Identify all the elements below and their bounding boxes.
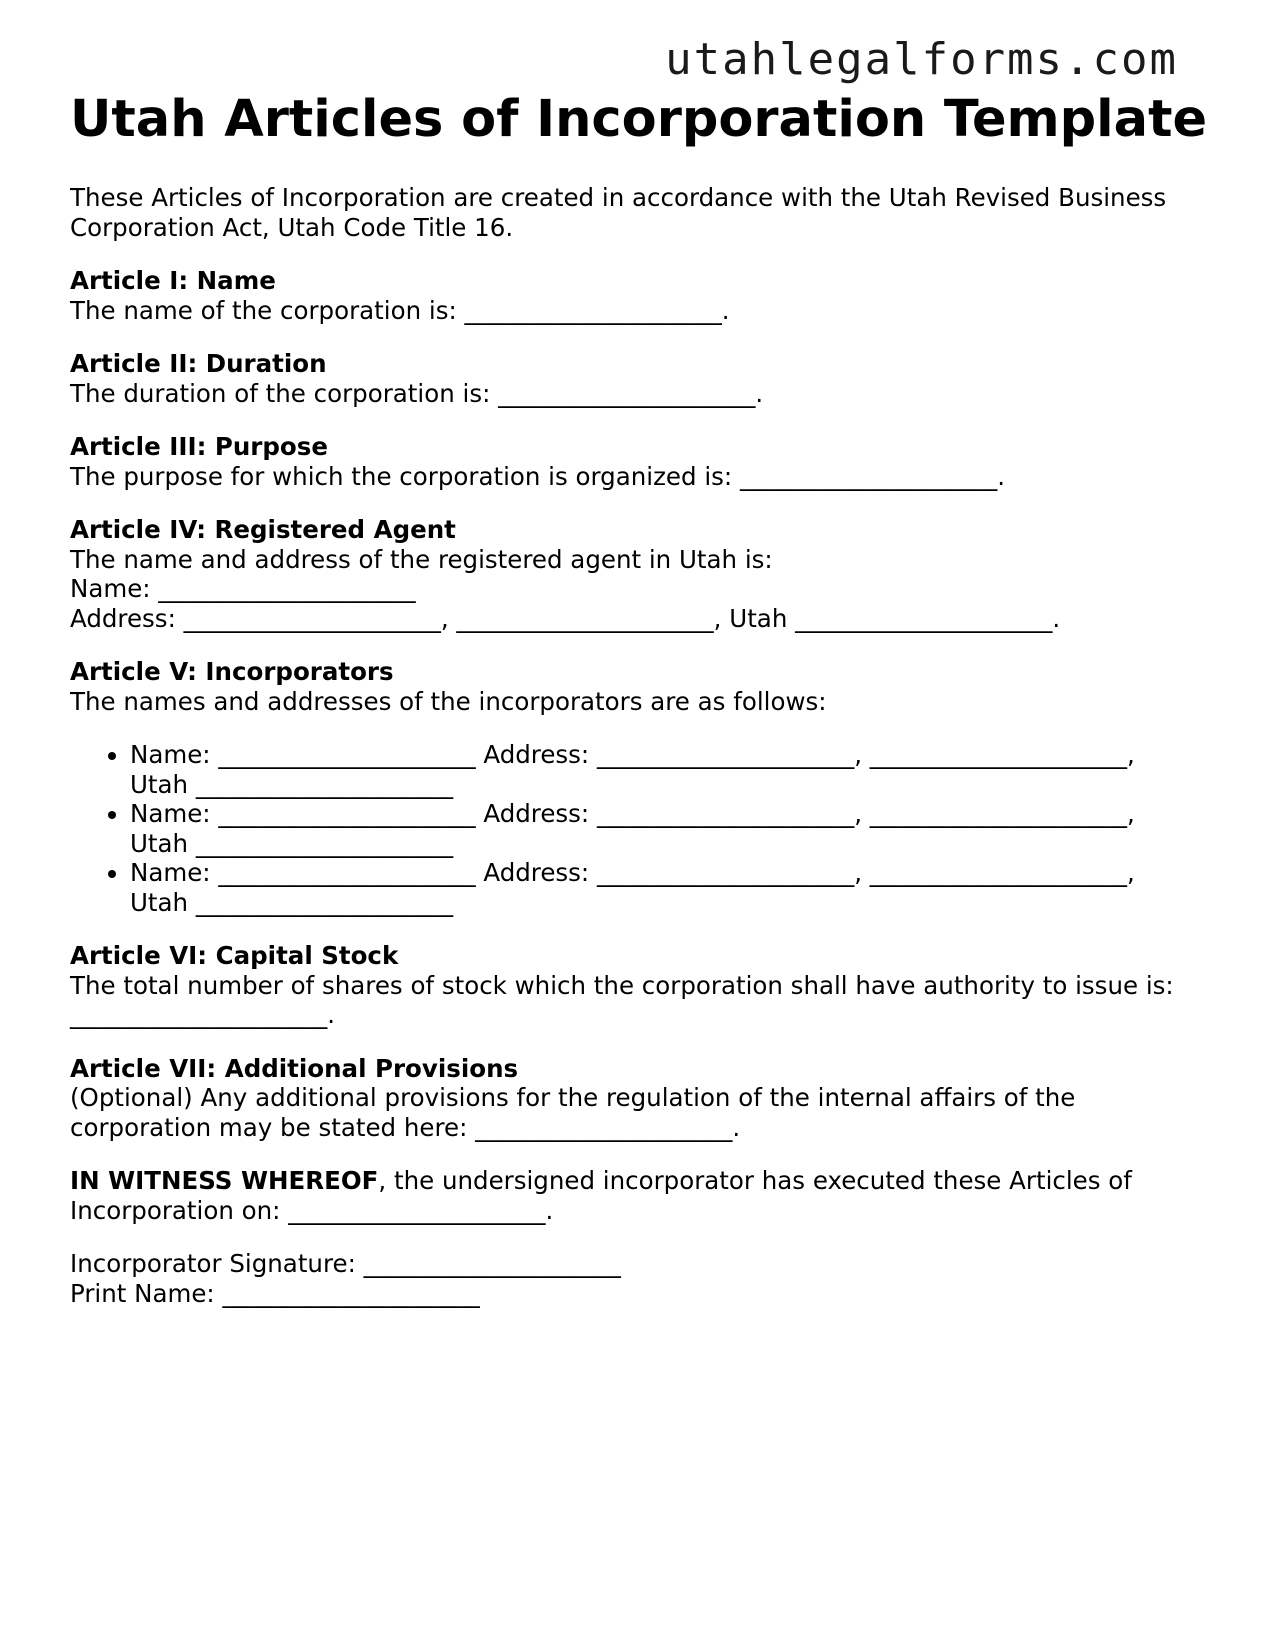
corporation-purpose-field: The purpose for which the corporation is organized is: _____________________. <box>70 461 1005 491</box>
article-provisions-heading: Article VII: Additional Provisions <box>70 1053 519 1083</box>
article-stock-heading: Article VI: Capital Stock <box>70 941 399 970</box>
incorporator-signature-field: Incorporator Signature: _____________________ <box>70 1249 621 1278</box>
article-provisions-section <box>70 1054 1192 1143</box>
article-purpose-heading: Article III: Purpose <box>70 432 328 461</box>
article-duration-section <box>70 349 1192 408</box>
article-name-heading: Article I: Name <box>70 266 276 295</box>
incorporators-list <box>70 740 1192 917</box>
capital-stock-field: The total number of shares of stock which the corporation shall have authority to issue is: _____________________. <box>70 970 1174 1029</box>
intro-paragraph: These Articles of Incorporation are created in accordance with the Utah Revised Business Corporation Act, Utah Code Title 16. <box>70 183 1167 242</box>
article-incorporators-section <box>70 657 1192 917</box>
document-page <box>70 88 1208 1308</box>
article-stock-section <box>70 941 1192 1030</box>
print-name-field: Print Name: _____________________ <box>70 1278 480 1308</box>
agent-name-field: Name: _____________________ <box>70 574 416 603</box>
article-name-section <box>70 266 1192 325</box>
witness-clause <box>70 1166 1192 1225</box>
signature-block <box>70 1249 1192 1308</box>
incorporator-entry-3: • Name: _____________________ Address: _____________________, _____________________, Utah _____________________ <box>130 858 1192 917</box>
article-duration-heading: Article II: Duration <box>70 349 327 378</box>
additional-provisions-field: (Optional) Any additional provisions for the regulation of the internal affairs of the corporation may be stated here: _____________________. <box>70 1083 1076 1142</box>
witness-lead: IN WITNESS WHEREOF <box>70 1166 379 1195</box>
article-purpose-section <box>70 432 1192 491</box>
article-agent-heading: Article IV: Registered Agent <box>70 515 456 544</box>
incorporators-intro-line: The names and addresses of the incorporators are as follows: <box>70 686 827 716</box>
agent-address-field: Address: _____________________, _____________________, Utah _____________________. <box>70 603 1061 633</box>
witness-text: , the undersigned incorporator has executed these Articles of Incorporation on: _____________________. <box>70 1166 1132 1225</box>
article-incorporators-heading: Article V: Incorporators <box>70 657 394 686</box>
agent-intro-line: The name and address of the registered agent in Utah is: <box>70 544 773 574</box>
site-watermark: utahlegalforms.com <box>665 34 1178 85</box>
article-agent-section <box>70 515 1192 633</box>
corporation-name-field: The name of the corporation is: _____________________. <box>70 295 730 325</box>
document-title: Utah Articles of Incorporation Template <box>70 90 1208 149</box>
incorporator-entry-2: • Name: _____________________ Address: _____________________, _____________________, Utah _____________________ <box>130 799 1192 858</box>
corporation-duration-field: The duration of the corporation is: _____________________. <box>70 378 764 408</box>
incorporator-entry-1: • Name: _____________________ Address: _____________________, _____________________, Utah _____________________ <box>130 740 1192 799</box>
